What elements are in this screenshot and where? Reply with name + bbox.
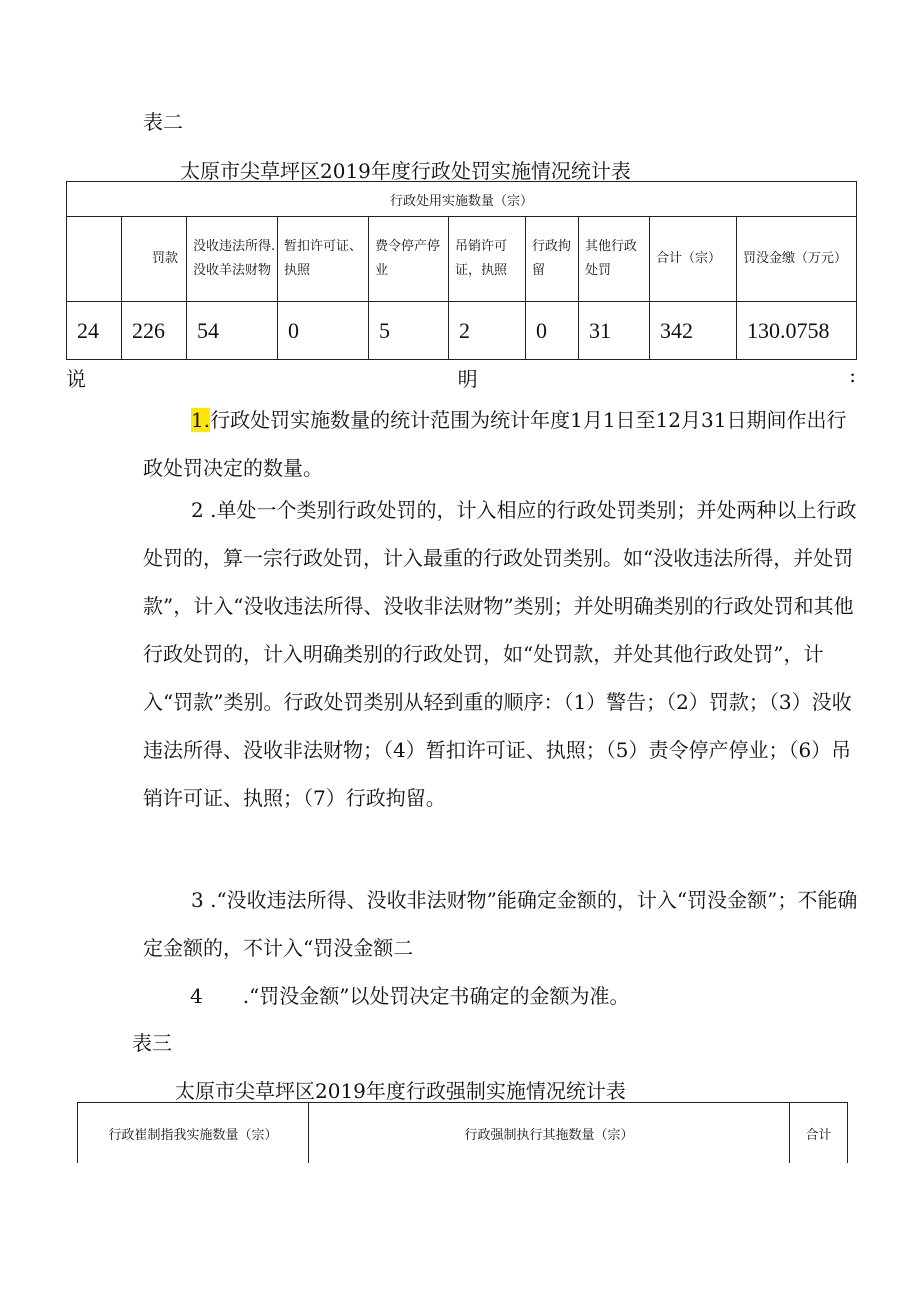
table2-label: 表二 xyxy=(143,110,183,134)
column-header: 行政崔制指我实施数量（宗） xyxy=(78,1103,309,1164)
table-cell: 2 xyxy=(449,302,526,360)
table-cell: 342 xyxy=(650,302,737,360)
column-header: 合计（宗） xyxy=(650,217,737,302)
explain-colon: : xyxy=(849,363,856,387)
column-header: 罚没金缴（万元） xyxy=(737,217,857,302)
note-3: 3 .“没收违法所得、没收非法财物”能确定金额的，计入“罚没金额”；不能确定金额的，不计入“罚没金额二 xyxy=(143,888,858,960)
note-4: 4 .“罚没金额”以处罚决定书确定的金额为准。 xyxy=(190,984,630,1008)
column-header: 吊销许可证，执照 xyxy=(449,217,526,302)
note-1-text: 行政处罚实施数量的统计范围为统计年度1月1日至12月31日期间作出行政处罚决定的数量。 xyxy=(143,408,847,480)
table2-title: 太原市尖草坪区2019年度行政处罚实施情况统计表 xyxy=(180,159,631,183)
note-2: 2 .单处一个类别行政处罚的，计入相应的行政处罚类别；并处两种以上行政处罚的，算一宗行政处罚，计入最重的行政处罚类别。如“没收违法所得，并处罚款”，计入“没收违法所得、没收非法财物”类别；并处明确类别的行政处罚和其他行政处罚的，计入明确类别的行政处罚，如“处罚款，并处其他行政处罚”，计入“罚款”类别。行政处罚类别从轻到重的顺序：（1）警告；（2）罚款；（3）没收违法所得、没收非法财物；（4）暂扣许可证、执照；（5）责令停产停业；（6）吊销许可证、执照；（7）行政拘留。 xyxy=(143,498,857,810)
table-cell: 130.0758 xyxy=(737,302,857,360)
explanation-heading xyxy=(66,363,856,392)
column-header: 没收违法所得.没收羊法财物 xyxy=(187,217,278,302)
column-header: 行政强制执行其拖数量（宗） xyxy=(309,1103,790,1164)
group-header: 行政处用实施数量（宗） xyxy=(67,182,857,217)
note-1 xyxy=(143,396,863,492)
column-header: 合计 xyxy=(790,1103,848,1164)
column-header xyxy=(67,217,122,302)
enforcement-stats-table xyxy=(77,1102,848,1163)
column-header: 行政拘留 xyxy=(526,217,579,302)
column-header: 罚款 xyxy=(122,217,187,302)
penalty-stats-table xyxy=(66,181,857,360)
table-cell: 226 xyxy=(122,302,187,360)
table-cell: 24 xyxy=(67,302,122,360)
table-cell: 31 xyxy=(579,302,650,360)
explain-char-1: 说 xyxy=(66,367,86,391)
explain-char-2: 明 xyxy=(457,367,478,391)
table-cell: 5 xyxy=(369,302,449,360)
table-cell: 54 xyxy=(187,302,278,360)
column-header: 其他行政处罚 xyxy=(579,217,650,302)
table3-label: 表三 xyxy=(132,1031,172,1055)
table-cell: 0 xyxy=(278,302,369,360)
note-1-number: 1. xyxy=(191,408,211,432)
column-header: 费令停产停业 xyxy=(369,217,449,302)
table3-title: 太原市尖草坪区2019年度行政强制实施情况统计表 xyxy=(175,1079,626,1103)
table-cell: 0 xyxy=(526,302,579,360)
column-header: 暂扣许可证、执照 xyxy=(278,217,369,302)
